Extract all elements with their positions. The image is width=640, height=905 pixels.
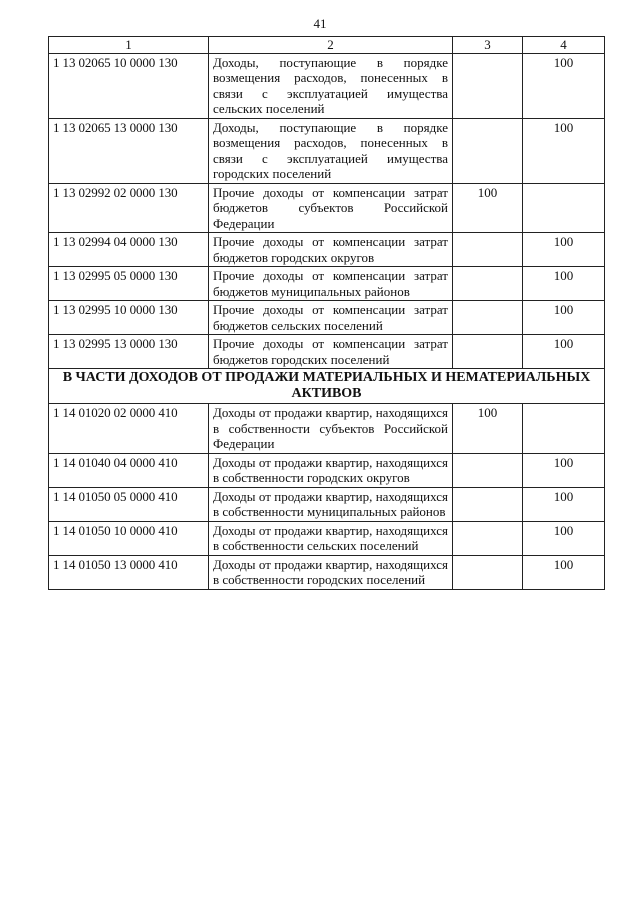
column-3-value-cell [453, 301, 523, 335]
column-3-value-cell: 100 [453, 404, 523, 454]
description-cell: Доходы от продажи квартир, находящихся в собственности городских округов [209, 453, 453, 487]
column-3-value-cell [453, 267, 523, 301]
column-4-value-cell [523, 404, 605, 454]
page-number: 41 [313, 16, 327, 31]
column-3-value-cell [453, 233, 523, 267]
description-cell: Доходы от продажи квартир, находящихся в собственности сельских поселений [209, 521, 453, 555]
budget-code-cell: 1 14 01050 05 0000 410 [49, 487, 209, 521]
table-row [49, 404, 605, 454]
column-3-value-cell [453, 53, 523, 118]
table-row [49, 118, 605, 183]
column-3-value-cell [453, 521, 523, 555]
budget-code-cell: 1 13 02992 02 0000 130 [49, 183, 209, 233]
description-cell: Прочие доходы от компенсации затрат бюджетов городских поселений [209, 335, 453, 369]
budget-code-cell: 1 13 02994 04 0000 130 [49, 233, 209, 267]
column-4-value-cell: 100 [523, 521, 605, 555]
table-row [49, 183, 605, 233]
header-col-1: 1 [49, 37, 209, 54]
table-row [49, 555, 605, 589]
table-row [49, 233, 605, 267]
header-col-3: 3 [453, 37, 523, 54]
column-4-value-cell: 100 [523, 53, 605, 118]
column-4-value-cell: 100 [523, 335, 605, 369]
budget-code-cell: 1 13 02065 13 0000 130 [49, 118, 209, 183]
table-header-row [49, 37, 605, 54]
description-cell: Доходы от продажи квартир, находящихся в собственности субъектов Российской Федерации [209, 404, 453, 454]
budget-code-cell: 1 14 01020 02 0000 410 [49, 404, 209, 454]
table-row [49, 301, 605, 335]
description-cell: Прочие доходы от компенсации затрат бюджетов сельских поселений [209, 301, 453, 335]
column-3-value-cell [453, 335, 523, 369]
budget-code-cell: 1 13 02065 10 0000 130 [49, 53, 209, 118]
column-4-value-cell: 100 [523, 487, 605, 521]
section-header-row [49, 369, 605, 404]
description-cell: Прочие доходы от компенсации затрат бюджетов муниципальных районов [209, 267, 453, 301]
table-row [49, 267, 605, 301]
column-4-value-cell [523, 183, 605, 233]
revenue-table [48, 36, 605, 590]
column-3-value-cell: 100 [453, 183, 523, 233]
description-cell: Доходы, поступающие в порядке возмещения расходов, понесенных в связи с эксплуатацией имущества сельских поселений [209, 53, 453, 118]
description-cell: Прочие доходы от компенсации затрат бюджетов субъектов Российской Федерации [209, 183, 453, 233]
description-cell: Доходы от продажи квартир, находящихся в собственности городских поселений [209, 555, 453, 589]
budget-code-cell: 1 13 02995 13 0000 130 [49, 335, 209, 369]
table-row [49, 53, 605, 118]
budget-code-cell: 1 14 01040 04 0000 410 [49, 453, 209, 487]
column-3-value-cell [453, 555, 523, 589]
header-col-4: 4 [523, 37, 605, 54]
description-cell: Доходы от продажи квартир, находящихся в собственности муниципальных районов [209, 487, 453, 521]
column-3-value-cell [453, 487, 523, 521]
budget-code-cell: 1 14 01050 13 0000 410 [49, 555, 209, 589]
budget-code-cell: 1 13 02995 05 0000 130 [49, 267, 209, 301]
table-row [49, 487, 605, 521]
header-col-2: 2 [209, 37, 453, 54]
description-cell: Доходы, поступающие в порядке возмещения расходов, понесенных в связи с эксплуатацией имущества городских поселений [209, 118, 453, 183]
description-cell: Прочие доходы от компенсации затрат бюджетов городских округов [209, 233, 453, 267]
column-4-value-cell: 100 [523, 233, 605, 267]
budget-code-cell: 1 14 01050 10 0000 410 [49, 521, 209, 555]
column-4-value-cell: 100 [523, 267, 605, 301]
table-body [49, 53, 605, 589]
column-4-value-cell: 100 [523, 118, 605, 183]
column-4-value-cell: 100 [523, 555, 605, 589]
column-4-value-cell: 100 [523, 301, 605, 335]
table-row [49, 453, 605, 487]
column-3-value-cell [453, 118, 523, 183]
table-row [49, 335, 605, 369]
budget-code-cell: 1 13 02995 10 0000 130 [49, 301, 209, 335]
column-4-value-cell: 100 [523, 453, 605, 487]
column-3-value-cell [453, 453, 523, 487]
section-title: В ЧАСТИ ДОХОДОВ ОТ ПРОДАЖИ МАТЕРИАЛЬНЫХ И НЕМАТЕРИАЛЬНЫХ АКТИВОВ [49, 369, 605, 404]
table-row [49, 521, 605, 555]
